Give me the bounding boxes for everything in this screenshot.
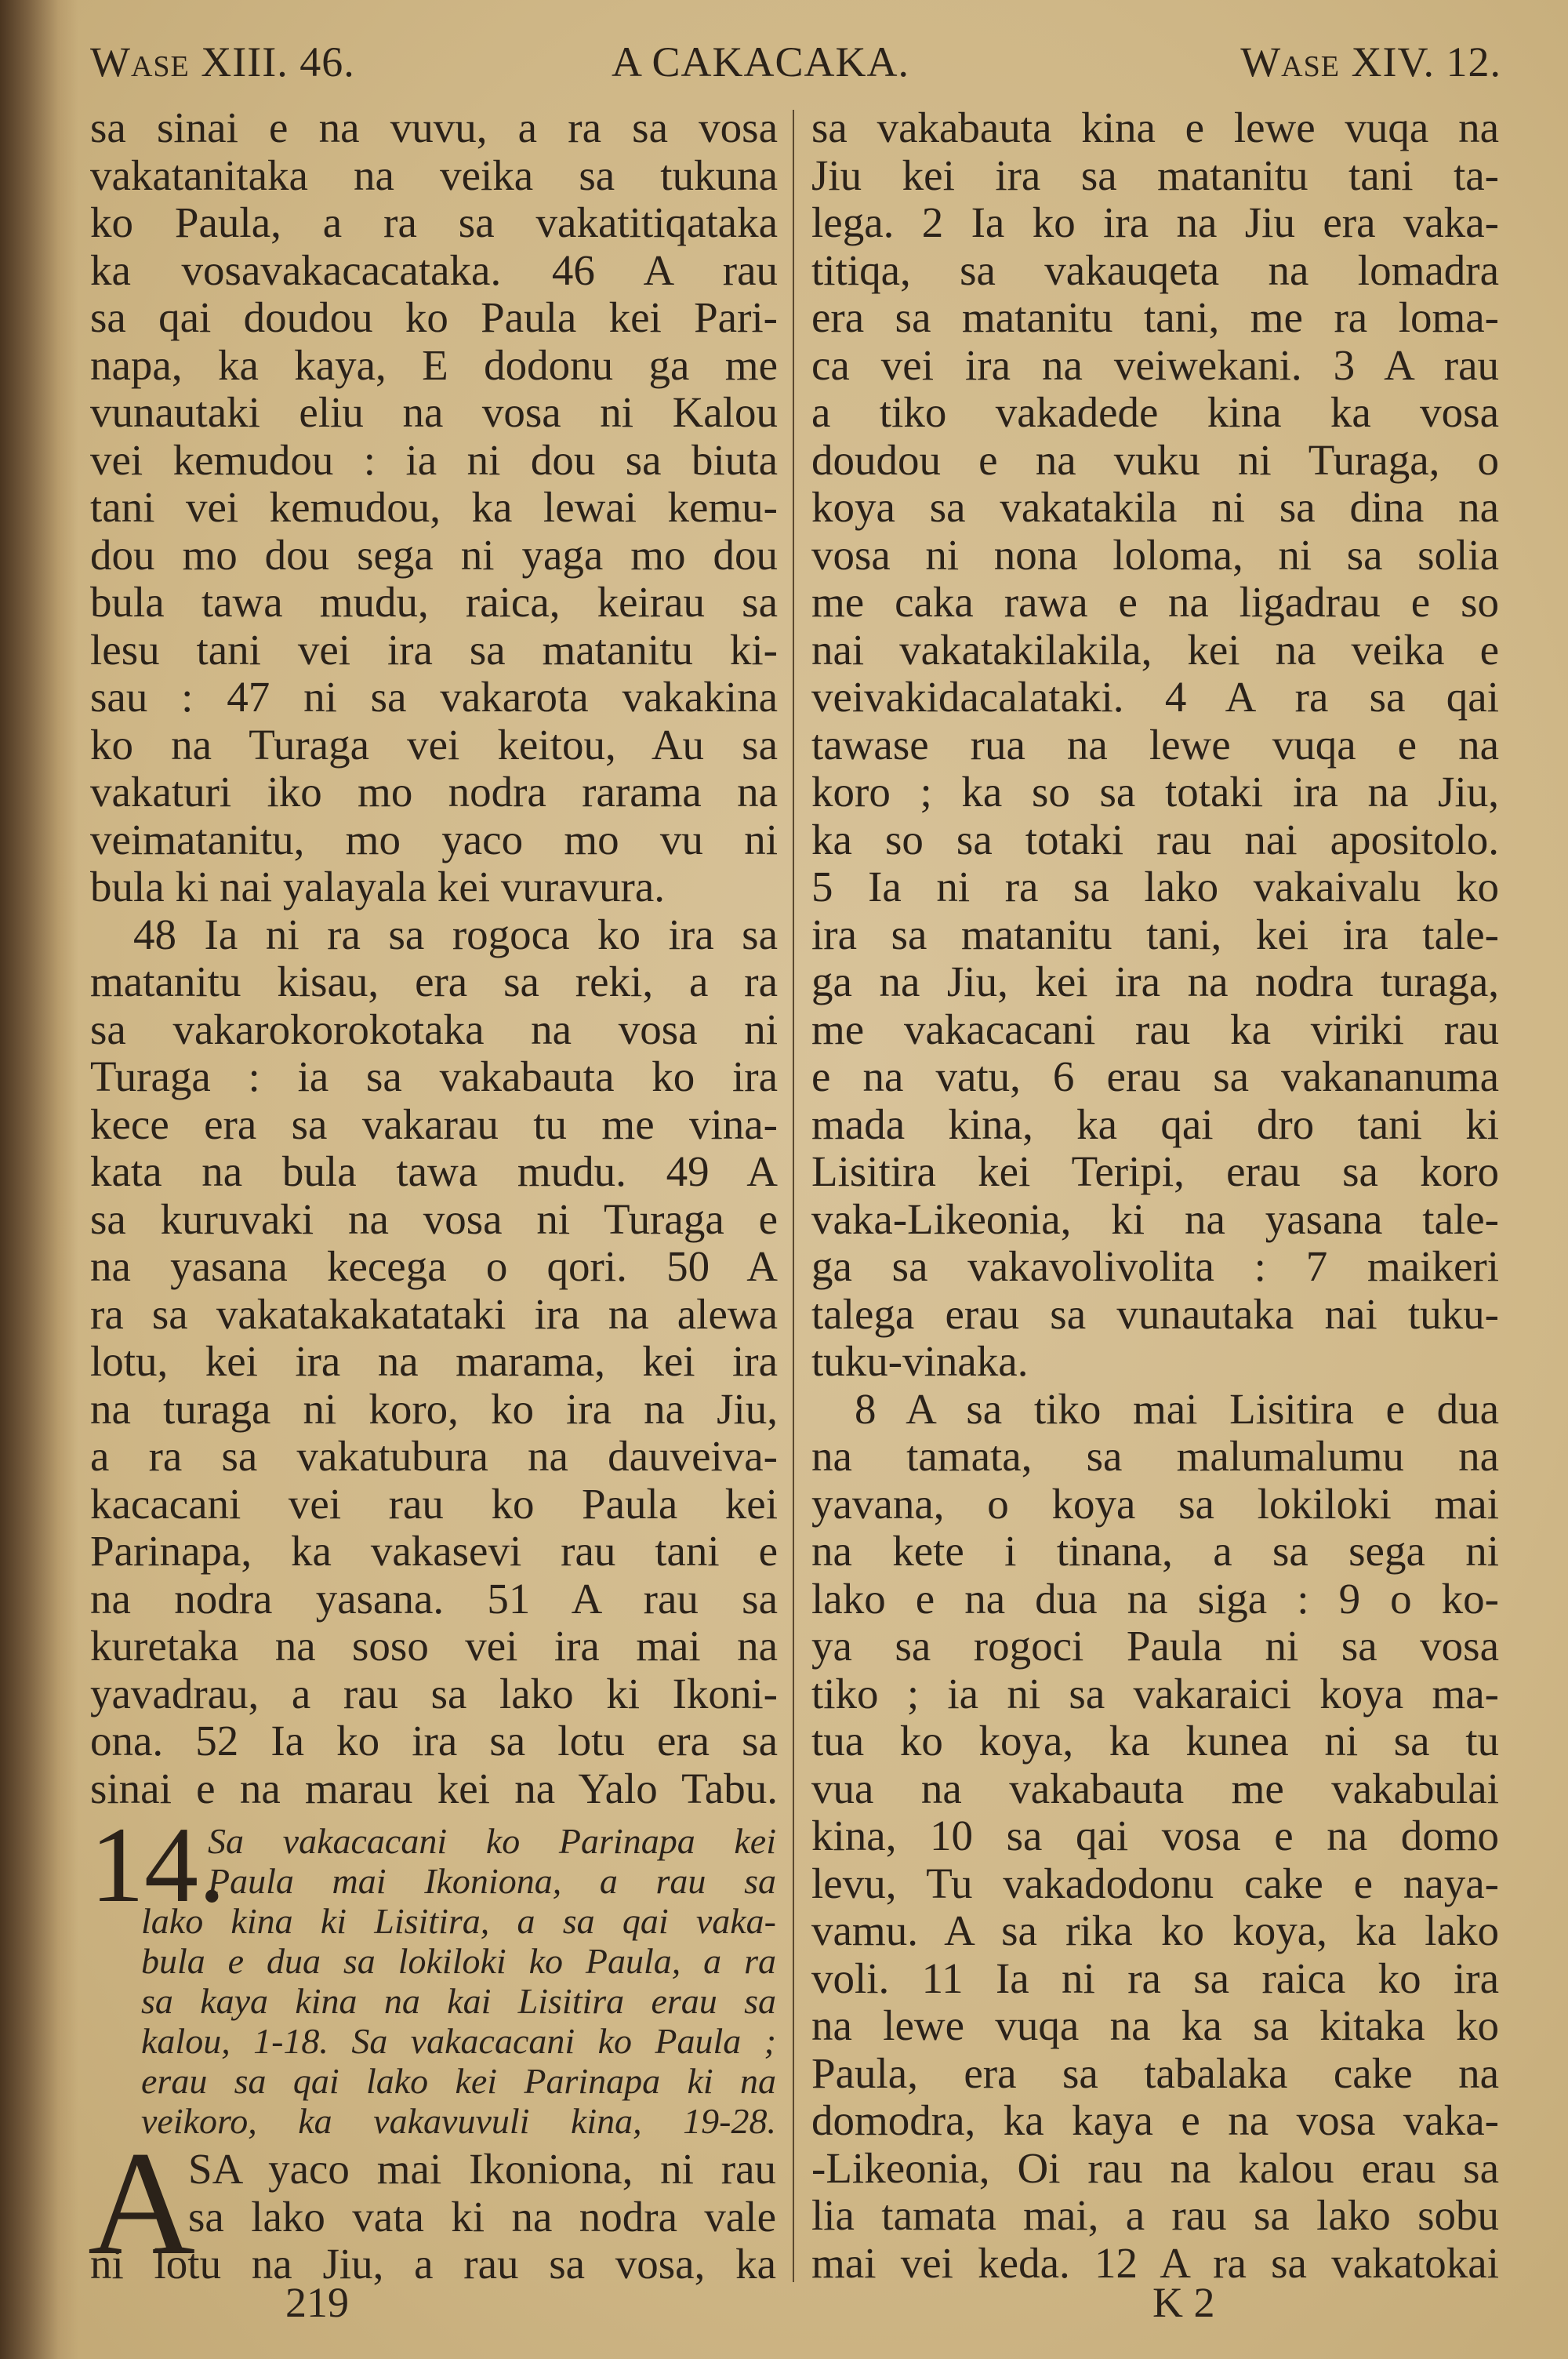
text-line: na nodra yasana. 51 A rau sa [90, 1575, 778, 1623]
text-line: na yasana kecega o qori. 50 A [90, 1243, 778, 1290]
text-line: doudou e na vuku ni Turaga, o [811, 436, 1499, 484]
text-line: veimatanitu, mo yaco mo vu ni [90, 816, 778, 863]
summary-line: Sa vakacacani ko Parinapa kei [208, 1821, 776, 1861]
right-column [811, 104, 1499, 2287]
text-line: napa, ka kaya, E dodonu ga me [90, 341, 778, 389]
text-line: Jiu kei ira sa matanitu tani ta- [811, 151, 1499, 199]
chapter-number: 14. [90, 1805, 226, 1925]
text-line: yavadrau, a rau sa lako ki Ikoni- [90, 1670, 778, 1717]
text-line: matanitu kisau, era sa reki, a ra [90, 958, 778, 1005]
summary-line: sa kaya kina na kai Lisitira erau sa [141, 1981, 776, 2021]
text-line: Turaga : ia sa vakabauta ko ira [90, 1053, 778, 1100]
text-line: sa vakarokorokotaka na vosa ni [90, 1005, 778, 1053]
text-line: tawase rua na lewe vuqa e na [811, 721, 1499, 769]
text-line: sa lako vata ki na nodra vale [188, 2193, 776, 2241]
text-line: kece era sa vakarau tu me vina- [90, 1100, 778, 1148]
chapter-opening [90, 2146, 776, 2288]
text-line: lesu tani vei ira sa matanitu ki- [90, 626, 778, 674]
page-number: 219 [285, 2279, 349, 2326]
signature-mark: K 2 [1152, 2279, 1215, 2326]
text-line: 8 A sa tiko mai Lisitira e dua [855, 1385, 1499, 1433]
text-line: tuku-vinaka. [811, 1338, 1029, 1385]
text-line: me caka rawa e na ligadrau e so [811, 579, 1499, 626]
adjacent-page-edge [0, 0, 78, 2359]
text-line: ka vosavakacacataka. 46 A rau [90, 246, 778, 294]
text-line: 48 Ia ni ra sa rogoca ko ira sa [133, 911, 778, 958]
text-line: era sa matanitu tani, me ra loma- [811, 294, 1499, 341]
text-line: bula tawa mudu, raica, keirau sa [90, 579, 778, 626]
text-line: vakatanitaka na veika sa tukuna [90, 151, 778, 199]
text-line: sa vakabauta kina e lewe vuqa na [811, 104, 1499, 151]
text-line: ya sa rogoci Paula ni sa vosa [811, 1623, 1499, 1670]
text-line: vakaturi iko mo nodra rarama na [90, 769, 778, 816]
summary-line: bula e dua sa lokiloki ko Paula, a ra [141, 1941, 776, 1981]
running-head-left: Wase XIII. 46. [90, 38, 355, 85]
text-line: 5 Ia ni ra sa lako vakaivalu ko [811, 863, 1499, 911]
left-column [90, 104, 778, 1812]
text-line: kina, 10 sa qai vosa e na domo [811, 1812, 1499, 1859]
text-line: ira sa matanitu tani, kei ira tale- [811, 911, 1499, 958]
text-line: koro ; ka so sa totaki ira na Jiu, [811, 769, 1499, 816]
text-line: levu, Tu vakadodonu cake e naya- [811, 1859, 1499, 1907]
summary-line: veikoro, ka vakavuvuli kina, 19-28. [141, 2101, 776, 2141]
text-line: na kete i tinana, a sa sega ni [811, 1528, 1499, 1575]
text-line: lia tamata mai, a rau sa lako sobu [811, 2192, 1499, 2239]
text-line: sa sinai e na vuvu, a ra sa vosa [90, 104, 778, 151]
text-line: ka so sa totaki rau nai apositolo. [811, 816, 1499, 863]
text-line: talega erau sa vunautaka nai tuku- [811, 1290, 1499, 1338]
drop-cap: A [88, 2121, 196, 2286]
text-line: kacacani vei rau ko Paula kei [90, 1480, 778, 1528]
text-line: ona. 52 Ia ko ira sa lotu era sa [90, 1717, 778, 1765]
column-divider [793, 110, 794, 2282]
summary-line: erau sa qai lako kei Parinapa ki na [141, 2061, 776, 2101]
text-line: a ra sa vakatubura na dauveiva- [90, 1433, 778, 1480]
text-line: domodra, ka kaya e na vosa vaka- [811, 2097, 1499, 2144]
chapter-summary [90, 1821, 776, 2141]
text-line: lako e na dua na siga : 9 o ko- [811, 1575, 1499, 1623]
text-line: tiko ; ia ni sa vakaraici koya ma- [811, 1670, 1499, 1717]
text-line: sa kuruvaki na vosa ni Turaga e [90, 1195, 778, 1243]
text-line: ga sa vakavolivolita : 7 maikeri [811, 1243, 1499, 1290]
text-line: Parinapa, ka vakasevi rau tani e [90, 1528, 778, 1575]
text-line: mai vei keda. 12 A ra sa vakatokai [811, 2239, 1499, 2287]
summary-line: lako kina ki Lisitira, a sa qai vaka- [141, 1901, 776, 1941]
text-line: koya sa vakatakila ni sa dina na [811, 484, 1499, 531]
text-line: mada kina, ka qai dro tani ki [811, 1100, 1499, 1148]
text-line: vosa ni nona loloma, ni sa solia [811, 531, 1499, 579]
text-line: yavana, o koya sa lokiloki mai [811, 1480, 1499, 1528]
text-line: veivakidacalataki. 4 A ra sa qai [811, 674, 1499, 721]
text-line: vei kemudou : ia ni dou sa biuta [90, 436, 778, 484]
text-line: lega. 2 Ia ko ira na Jiu era vaka- [811, 199, 1499, 246]
text-line: nai vakatakilakila, kei na veika e [811, 626, 1499, 674]
summary-line: Paula mai Ikoniona, a rau sa [208, 1861, 776, 1901]
text-line: vunautaki eliu na vosa ni Kalou [90, 389, 778, 436]
text-line: kata na bula tawa mudu. 49 A [90, 1148, 778, 1195]
text-line: tua ko koya, ka kunea ni sa tu [811, 1717, 1499, 1765]
text-line: lotu, kei ira na marama, kei ira [90, 1338, 778, 1385]
text-line: vamu. A sa rika ko koya, ka lako [811, 1907, 1499, 1954]
running-head-title: A CAKACAKA. [612, 38, 910, 85]
text-line: -Likeonia, Oi rau na kalou erau sa [811, 2144, 1499, 2192]
text-line: Paula, era sa tabalaka cake na [811, 2049, 1499, 2097]
text-line: vaka-Likeonia, ki na yasana tale- [811, 1195, 1499, 1243]
running-head-right: Wase XIV. 12. [1240, 38, 1501, 85]
text-line: vua na vakabauta me vakabulai [811, 1765, 1499, 1812]
text-line: a tiko vakadede kina ka vosa [811, 389, 1499, 436]
text-line: ga na Jiu, kei ira na nodra turaga, [811, 958, 1499, 1005]
text-line: na lewe vuqa na ka sa kitaka ko [811, 2002, 1499, 2049]
text-line: sinai e na marau kei na Yalo Tabu. [90, 1765, 778, 1812]
text-line: SA yaco mai Ikoniona, ni rau [188, 2146, 776, 2193]
text-line: e na vatu, 6 erau sa vakananuma [811, 1053, 1499, 1100]
text-line: ni lotu na Jiu, a rau sa vosa, ka [90, 2241, 776, 2288]
text-line: ko na Turaga vei keitou, Au sa [90, 721, 778, 769]
text-line: ko Paula, a ra sa vakatitiqataka [90, 199, 778, 246]
text-line: voli. 11 Ia ni ra sa raica ko ira [811, 1954, 1499, 2002]
text-line: Lisitira kei Teripi, erau sa koro [811, 1148, 1499, 1195]
text-line: ra sa vakatakakatataki ira na alewa [90, 1290, 778, 1338]
summary-line: kalou, 1-18. Sa vakacacani ko Paula ; [141, 2021, 776, 2061]
text-line: sau : 47 ni sa vakarota vakakina [90, 674, 778, 721]
text-line: tani vei kemudou, ka lewai kemu- [90, 484, 778, 531]
text-line: dou mo dou sega ni yaga mo dou [90, 531, 778, 579]
text-line: na tamata, sa malumalumu na [811, 1433, 1499, 1480]
text-line: me vakacacani rau ka viriki rau [811, 1005, 1499, 1053]
text-line: sa qai doudou ko Paula kei Pari- [90, 294, 778, 341]
text-line: ca vei ira na veiwekani. 3 A rau [811, 341, 1499, 389]
text-line: titiqa, sa vakauqeta na lomadra [811, 246, 1499, 294]
text-line: kuretaka na soso vei ira mai na [90, 1623, 778, 1670]
text-line: na turaga ni koro, ko ira na Jiu, [90, 1385, 778, 1433]
text-line: bula ki nai yalayala kei vuravura. [90, 863, 666, 911]
